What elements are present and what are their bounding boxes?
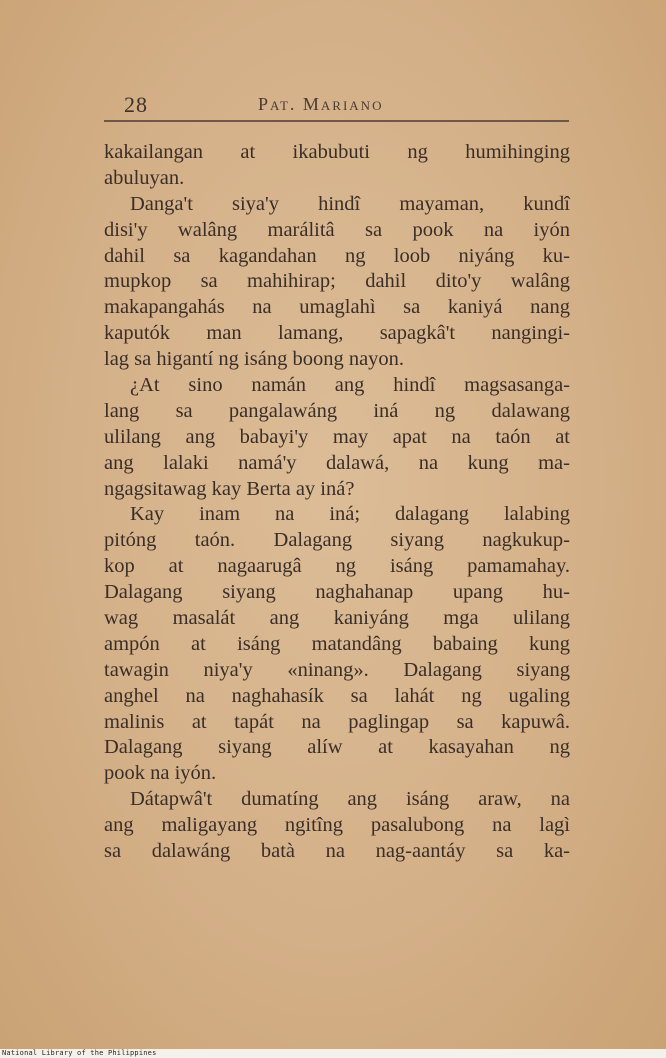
text-line: kop at nagaarugâ ng isáng pamamahay. — [104, 555, 570, 578]
text-line: dahil sa kagandahan ng loob niyáng ku- — [104, 244, 570, 267]
text-line: lag sa higantí ng isáng boong nayon. — [104, 348, 405, 371]
page-number: 28 — [124, 92, 148, 117]
text-line: tawagin niya'y «ninang». Dalagang siyang — [104, 658, 570, 681]
text-line: ¿At sino namán ang hindî magsasanga- — [130, 374, 570, 397]
text-line: Kay inam na iná; dalagang lalabing — [130, 503, 570, 526]
text-line: Danga't siya'y hindî mayaman, kundî — [130, 192, 570, 215]
text-line: wag masalát ang kaniyáng mga ulilang — [104, 607, 570, 630]
text-line: mupkop sa mahihirap; dahil dito'y walâng — [104, 270, 570, 293]
text-line: kaputók man lamang, sapagkâ't nangingi- — [104, 322, 570, 345]
text-line: Dalagang siyang alíw at kasayahan ng — [104, 736, 570, 759]
text-line: kakailangan at ikabubuti ng humihinging — [104, 141, 570, 163]
text-line: disi'y walâng marálitâ sa pook na iyón — [104, 218, 570, 241]
running-head — [0, 92, 666, 122]
body-text — [104, 140, 570, 865]
text-line: ang lalaki namá'y dalawá, na kung ma- — [104, 451, 570, 474]
text-line: ampón at isáng matandâng babaing kung — [104, 632, 570, 655]
text-line: lang sa pangalawáng iná ng dalawang — [104, 399, 570, 422]
text-line: abuluyan. — [104, 166, 185, 189]
header-rule — [104, 120, 569, 122]
text-line: Dátapwâ't dumatíng ang isáng araw, na — [130, 788, 570, 811]
text-line: makapangahás na umaglahì sa kaniyá nang — [104, 296, 570, 319]
text-line: ang maligayang ngitîng pasalubong na lagì — [104, 814, 570, 837]
library-credit: National Library of the Philippines — [2, 1049, 157, 1057]
text-line: sa dalawáng batà na nag-aantáy sa ka- — [104, 840, 570, 863]
text-line: ulilang ang babayi'y may apat na taón at — [104, 425, 570, 448]
text-line: pook na iyón. — [104, 762, 217, 785]
text-line: anghel na naghahasík sa lahát ng ugaling — [104, 684, 570, 707]
running-title: Pat. Mariano — [258, 94, 384, 114]
text-line: malinis at tapát na paglingap sa kapuwâ. — [104, 710, 570, 733]
text-line: ngagsitawag kay Berta ay iná? — [104, 477, 355, 500]
text-line: Dalagang siyang naghahanap upang hu- — [104, 581, 570, 604]
text-line: pitóng taón. Dalagang siyang nagkukup- — [104, 529, 570, 552]
